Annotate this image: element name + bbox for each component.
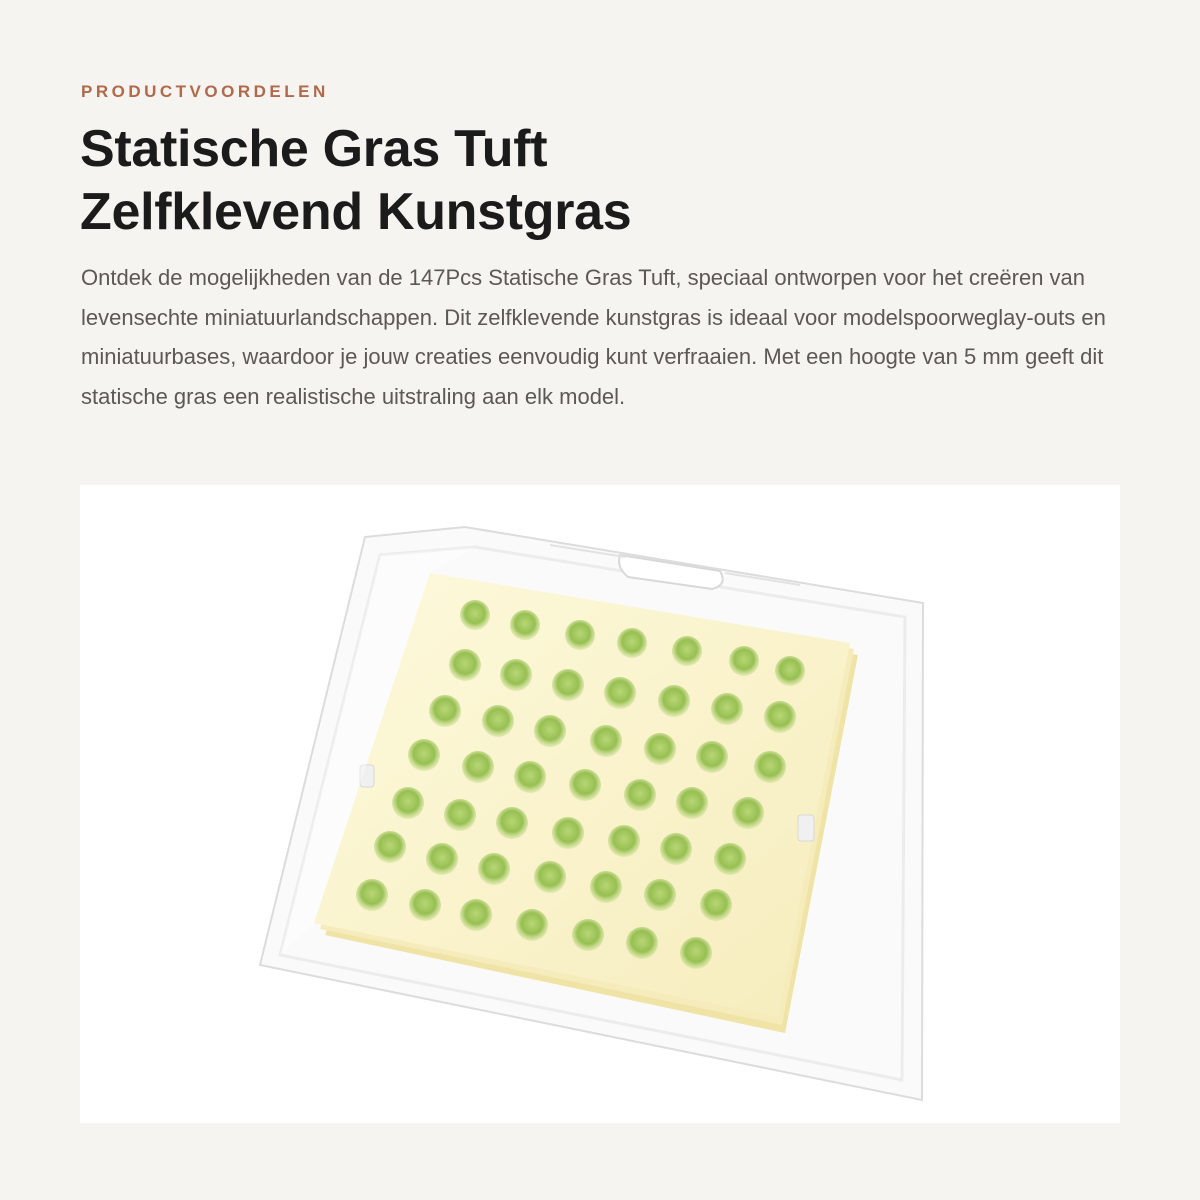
grass-tuft (482, 705, 514, 737)
grass-tuft (444, 799, 476, 831)
grass-tuft (449, 649, 481, 681)
grass-tuft (534, 715, 566, 747)
grass-tuft (460, 600, 490, 630)
grass-tuft (534, 861, 566, 893)
grass-tuft (608, 825, 640, 857)
grass-tuft (496, 807, 528, 839)
grass-tuft (754, 751, 786, 783)
grass-tuft (658, 685, 690, 717)
grass-tuft (408, 739, 440, 771)
grass-tuft (617, 628, 647, 658)
grass-tuft (409, 889, 441, 921)
grass-tuft (729, 646, 759, 676)
grass-tuft (624, 779, 656, 811)
grass-tuft (356, 879, 388, 911)
grass-tuft (676, 787, 708, 819)
grass-tuft-blister-pack-illustration (80, 485, 1120, 1123)
grass-tuft (680, 937, 712, 969)
grass-tuft (478, 853, 510, 885)
grass-tuft (552, 817, 584, 849)
grass-tuft (514, 761, 546, 793)
grass-tuft (510, 610, 540, 640)
grass-tuft (552, 669, 584, 701)
title-line-2: Zelfklevend Kunstgras (80, 183, 632, 241)
grass-tuft (775, 656, 805, 686)
grass-tuft (429, 695, 461, 727)
product-description: Ontdek de mogelijkheden van de 147Pcs Statische Gras Tuft, speciaal ontworpen voor het creëren van levensechte miniatuurlandschappen. Dit zelfklevende kunstgras is ideaal voor modelspoorweglay-outs en miniatuurbases, waardoor je jouw creaties eenvoudig kunt verfraaien. Met een hoogte van 5 mm geeft dit statische gras een realistische uitstraling aan elk model. (81, 265, 1106, 409)
grass-tuft (626, 927, 658, 959)
grass-tuft (516, 909, 548, 941)
grass-tuft (711, 693, 743, 725)
grass-tuft (565, 620, 595, 650)
grass-tuft (426, 843, 458, 875)
grass-tuft (604, 677, 636, 709)
grass-tuft (764, 701, 796, 733)
grass-tuft (732, 797, 764, 829)
product-image (80, 485, 1120, 1123)
grass-tuft (696, 741, 728, 773)
section-eyebrow: PRODUCTVOORDELEN (81, 82, 329, 101)
grass-tuft (672, 636, 702, 666)
grass-tuft (590, 871, 622, 903)
grass-tuft (700, 889, 732, 921)
grass-tuft (590, 725, 622, 757)
grass-tuft (714, 843, 746, 875)
grass-tuft (500, 659, 532, 691)
grass-tuft (572, 919, 604, 951)
grass-tuft (569, 769, 601, 801)
grass-tuft (392, 787, 424, 819)
grass-tuft (660, 833, 692, 865)
page-title (80, 118, 1120, 244)
grass-tuft (644, 879, 676, 911)
grass-tuft (460, 899, 492, 931)
title-line-1: Statische Gras Tuft (80, 120, 548, 178)
grass-tuft (374, 831, 406, 863)
grass-tuft (462, 751, 494, 783)
grass-tuft (644, 733, 676, 765)
